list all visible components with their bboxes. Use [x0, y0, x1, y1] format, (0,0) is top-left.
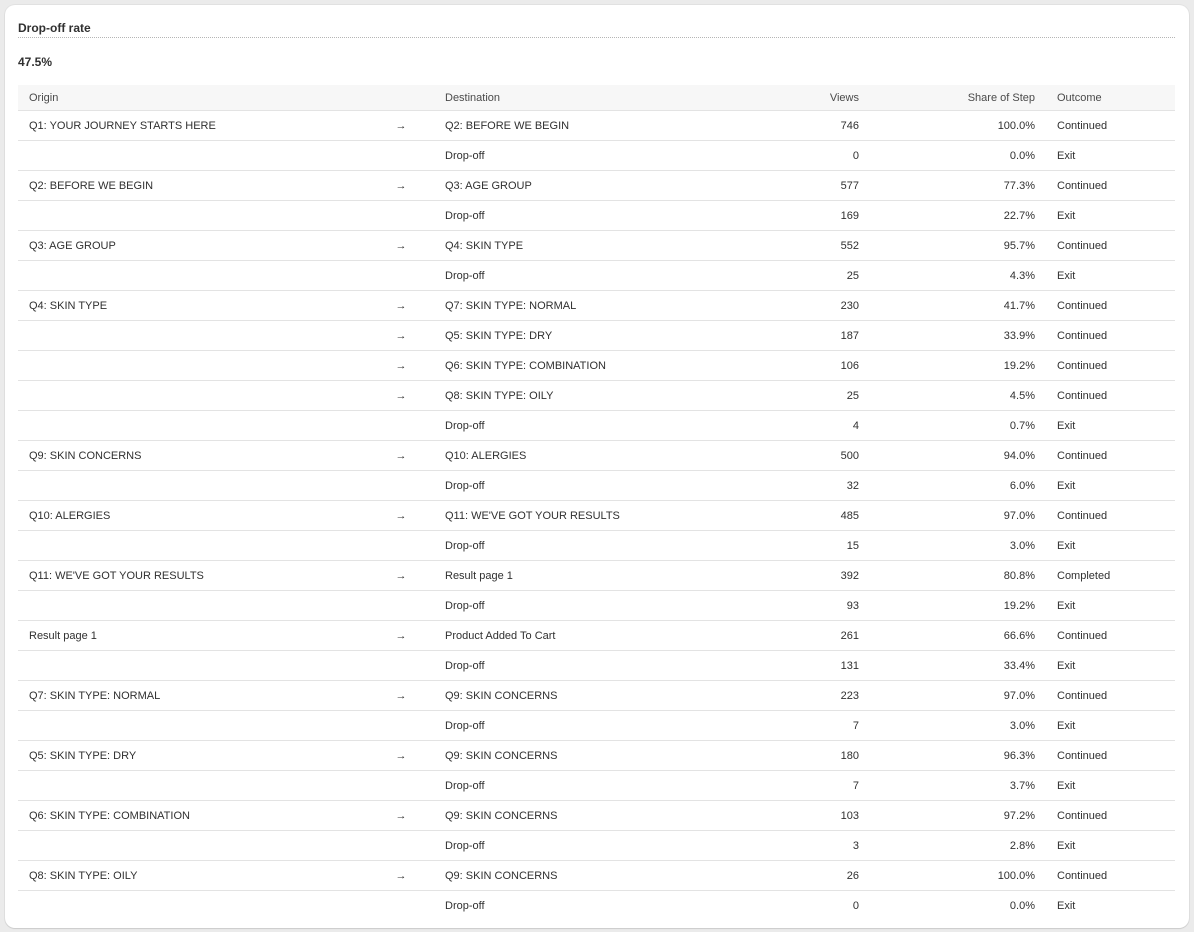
views-cell: 485 [764, 501, 870, 531]
views-cell: 131 [764, 651, 870, 681]
origin-cell [18, 141, 368, 171]
views-cell: 3 [764, 831, 870, 861]
share-of-step-cell: 77.3% [870, 171, 1046, 201]
arrow-icon: → [368, 741, 434, 771]
arrow-icon: → [368, 501, 434, 531]
destination-cell: Q6: SKIN TYPE: COMBINATION [434, 351, 764, 381]
share-of-step-cell: 96.3% [870, 741, 1046, 771]
share-of-step-cell: 19.2% [870, 351, 1046, 381]
outcome-cell: Exit [1046, 141, 1175, 171]
share-of-step-cell: 41.7% [870, 291, 1046, 321]
origin-cell: Q7: SKIN TYPE: NORMAL [18, 681, 368, 711]
outcome-cell: Exit [1046, 771, 1175, 801]
destination-cell: Q11: WE'VE GOT YOUR RESULTS [434, 501, 764, 531]
column-header-arrow [368, 85, 434, 111]
share-of-step-cell: 0.0% [870, 141, 1046, 171]
origin-cell [18, 891, 368, 921]
share-of-step-cell: 3.0% [870, 711, 1046, 741]
destination-cell: Drop-off [434, 711, 764, 741]
origin-cell [18, 831, 368, 861]
arrow-icon: → [368, 291, 434, 321]
origin-cell [18, 651, 368, 681]
destination-cell: Drop-off [434, 831, 764, 861]
column-header-share-of-step[interactable]: Share of Step [870, 85, 1046, 111]
column-header-origin[interactable]: Origin [18, 85, 368, 111]
table-row [18, 111, 1175, 141]
destination-cell: Drop-off [434, 471, 764, 501]
outcome-cell: Exit [1046, 651, 1175, 681]
destination-cell: Drop-off [434, 261, 764, 291]
share-of-step-cell: 4.3% [870, 261, 1046, 291]
outcome-cell: Continued [1046, 861, 1175, 891]
table-row [18, 561, 1175, 591]
arrow-icon: → [368, 801, 434, 831]
views-cell: 230 [764, 291, 870, 321]
arrow-icon: → [368, 441, 434, 471]
table-row [18, 651, 1175, 681]
origin-cell [18, 471, 368, 501]
outcome-cell: Exit [1046, 471, 1175, 501]
table-row [18, 861, 1175, 891]
table-row [18, 411, 1175, 441]
flow-table [18, 85, 1175, 920]
views-cell: 0 [852, 899, 859, 912]
outcome-cell: Continued [1046, 741, 1175, 771]
views-cell: 552 [764, 231, 870, 261]
destination-cell: Drop-off [434, 411, 764, 441]
share-of-step-cell: 97.0% [870, 681, 1046, 711]
outcome-cell: Exit [1046, 411, 1175, 441]
table-row [18, 771, 1175, 801]
destination-cell: Q5: SKIN TYPE: DRY [434, 321, 764, 351]
outcome-cell: Continued [1046, 291, 1175, 321]
outcome-cell: Exit [1046, 591, 1175, 621]
views-cell: 500 [764, 441, 870, 471]
destination-cell: Q10: ALERGIES [434, 441, 764, 471]
table-row [18, 231, 1175, 261]
column-header-views[interactable]: Views [764, 85, 870, 111]
table-row [18, 291, 1175, 321]
views-cell: 25 [764, 381, 870, 411]
arrow-icon: → [368, 561, 434, 591]
destination-cell: Drop-off [434, 651, 764, 681]
outcome-cell: Continued [1046, 441, 1175, 471]
table-row [18, 591, 1175, 621]
views-cell: 93 [764, 591, 870, 621]
origin-cell: Q1: YOUR JOURNEY STARTS HERE [18, 111, 368, 141]
origin-cell [18, 531, 368, 561]
table-row [18, 381, 1175, 411]
share-of-step-cell: 6.0% [870, 471, 1046, 501]
table-row [18, 831, 1175, 861]
share-of-step-cell: 19.2% [870, 591, 1046, 621]
views-cell: 223 [764, 681, 870, 711]
share-of-step-cell: 0.0% [1009, 899, 1035, 912]
table-row [18, 351, 1175, 381]
table-row [18, 471, 1175, 501]
column-header-outcome[interactable]: Outcome [1046, 85, 1175, 111]
share-of-step-cell: 4.5% [870, 381, 1046, 411]
views-cell: 261 [764, 621, 870, 651]
destination-cell: Q9: SKIN CONCERNS [434, 801, 764, 831]
views-cell: 25 [764, 261, 870, 291]
arrow-icon [368, 831, 434, 861]
origin-cell: Q8: SKIN TYPE: OILY [18, 861, 368, 891]
table-row [18, 171, 1175, 201]
share-of-step-cell: 97.0% [870, 501, 1046, 531]
destination-cell: Q9: SKIN CONCERNS [434, 861, 764, 891]
destination-cell: Q8: SKIN TYPE: OILY [434, 381, 764, 411]
destination-cell: Drop-off [434, 771, 764, 801]
destination-cell: Q4: SKIN TYPE [434, 231, 764, 261]
table-row [18, 141, 1175, 171]
outcome-cell: Continued [1046, 171, 1175, 201]
outcome-cell: Exit [1046, 531, 1175, 561]
views-cell: 26 [764, 861, 870, 891]
share-of-step-cell: 33.4% [870, 651, 1046, 681]
views-cell: 746 [764, 111, 870, 141]
destination-cell: Drop-off [434, 201, 764, 231]
destination-cell: Q2: BEFORE WE BEGIN [434, 111, 764, 141]
views-cell: 106 [764, 351, 870, 381]
share-of-step-cell: 94.0% [870, 441, 1046, 471]
outcome-cell: Continued [1046, 621, 1175, 651]
outcome-cell: Continued [1046, 381, 1175, 411]
destination-cell: Product Added To Cart [434, 621, 764, 651]
outcome-cell: Continued [1046, 501, 1175, 531]
outcome-cell: Continued [1046, 321, 1175, 351]
views-cell: 15 [764, 531, 870, 561]
destination-cell: Q3: AGE GROUP [434, 171, 764, 201]
views-cell: 4 [764, 411, 870, 441]
table-header-row [18, 85, 1175, 111]
outcome-cell: Exit [1046, 831, 1175, 861]
arrow-icon [368, 471, 434, 501]
destination-cell: Q9: SKIN CONCERNS [434, 741, 764, 771]
arrow-icon [368, 261, 434, 291]
outcome-cell: Completed [1046, 561, 1175, 591]
share-of-step-cell: 3.7% [870, 771, 1046, 801]
destination-cell: Drop-off [434, 531, 764, 561]
outcome-cell: Exit [1057, 899, 1076, 912]
outcome-cell: Continued [1046, 111, 1175, 141]
origin-cell [18, 381, 368, 411]
arrow-icon [368, 141, 434, 171]
origin-cell: Q2: BEFORE WE BEGIN [18, 171, 368, 201]
origin-cell: Q9: SKIN CONCERNS [18, 441, 368, 471]
destination-cell: Q7: SKIN TYPE: NORMAL [434, 291, 764, 321]
drop-off-rate-value: 47.5% [18, 55, 53, 69]
outcome-cell: Exit [1046, 201, 1175, 231]
origin-cell [18, 321, 368, 351]
origin-cell: Q6: SKIN TYPE: COMBINATION [18, 801, 368, 831]
arrow-icon: → [368, 681, 434, 711]
arrow-icon: → [368, 111, 434, 141]
arrow-icon: → [368, 231, 434, 261]
table-row [18, 261, 1175, 291]
share-of-step-cell: 0.7% [870, 411, 1046, 441]
views-cell: 32 [764, 471, 870, 501]
share-of-step-cell: 95.7% [870, 231, 1046, 261]
column-header-destination[interactable]: Destination [434, 85, 764, 111]
arrow-icon [368, 531, 434, 561]
views-cell: 7 [764, 771, 870, 801]
share-of-step-cell: 100.0% [870, 111, 1046, 141]
arrow-icon [368, 891, 434, 921]
outcome-cell: Exit [1046, 711, 1175, 741]
views-cell: 187 [764, 321, 870, 351]
origin-cell: Q3: AGE GROUP [18, 231, 368, 261]
origin-cell [18, 771, 368, 801]
views-cell: 180 [764, 741, 870, 771]
views-cell: 169 [764, 201, 870, 231]
origin-cell [18, 261, 368, 291]
title-divider [18, 37, 1175, 38]
outcome-cell: Continued [1046, 801, 1175, 831]
arrow-icon: → [368, 321, 434, 351]
table-row [18, 801, 1175, 831]
arrow-icon [368, 711, 434, 741]
table-row [18, 201, 1175, 231]
table-row [18, 891, 1175, 921]
arrow-icon: → [368, 861, 434, 891]
destination-cell: Drop-off [434, 141, 764, 171]
origin-cell [18, 711, 368, 741]
table-row [18, 711, 1175, 741]
views-cell: 392 [764, 561, 870, 591]
arrow-icon [368, 771, 434, 801]
destination-cell: Drop-off [445, 899, 485, 912]
table-row [18, 501, 1175, 531]
arrow-icon: → [368, 171, 434, 201]
arrow-icon: → [368, 621, 434, 651]
destination-cell: Drop-off [434, 591, 764, 621]
arrow-icon [368, 411, 434, 441]
views-cell: 577 [764, 171, 870, 201]
origin-cell: Result page 1 [18, 621, 368, 651]
destination-cell: Result page 1 [434, 561, 764, 591]
views-cell: 0 [764, 141, 870, 171]
origin-cell: Q11: WE'VE GOT YOUR RESULTS [18, 561, 368, 591]
share-of-step-cell: 3.0% [870, 531, 1046, 561]
origin-cell [18, 201, 368, 231]
arrow-icon [368, 201, 434, 231]
table-row [18, 681, 1175, 711]
share-of-step-cell: 80.8% [870, 561, 1046, 591]
arrow-icon: → [368, 381, 434, 411]
outcome-cell: Continued [1046, 681, 1175, 711]
origin-cell [18, 411, 368, 441]
origin-cell [18, 591, 368, 621]
share-of-step-cell: 66.6% [870, 621, 1046, 651]
share-of-step-cell: 100.0% [870, 861, 1046, 891]
drop-off-rate-card [5, 5, 1189, 928]
origin-cell: Q10: ALERGIES [18, 501, 368, 531]
origin-cell: Q5: SKIN TYPE: DRY [18, 741, 368, 771]
table-row [18, 621, 1175, 651]
arrow-icon: → [368, 351, 434, 381]
arrow-icon [368, 591, 434, 621]
origin-cell: Q4: SKIN TYPE [18, 291, 368, 321]
card-title: Drop-off rate [18, 21, 91, 35]
outcome-cell: Continued [1046, 231, 1175, 261]
outcome-cell: Continued [1046, 351, 1175, 381]
origin-cell [18, 351, 368, 381]
share-of-step-cell: 2.8% [870, 831, 1046, 861]
outcome-cell: Exit [1046, 261, 1175, 291]
table-row [18, 531, 1175, 561]
arrow-icon [368, 651, 434, 681]
share-of-step-cell: 22.7% [870, 201, 1046, 231]
views-cell: 103 [764, 801, 870, 831]
table-row [18, 741, 1175, 771]
table-body [18, 111, 1175, 921]
views-cell: 7 [764, 711, 870, 741]
table-row [18, 321, 1175, 351]
share-of-step-cell: 97.2% [870, 801, 1046, 831]
share-of-step-cell: 33.9% [870, 321, 1046, 351]
table-row [18, 441, 1175, 471]
destination-cell: Q9: SKIN CONCERNS [434, 681, 764, 711]
